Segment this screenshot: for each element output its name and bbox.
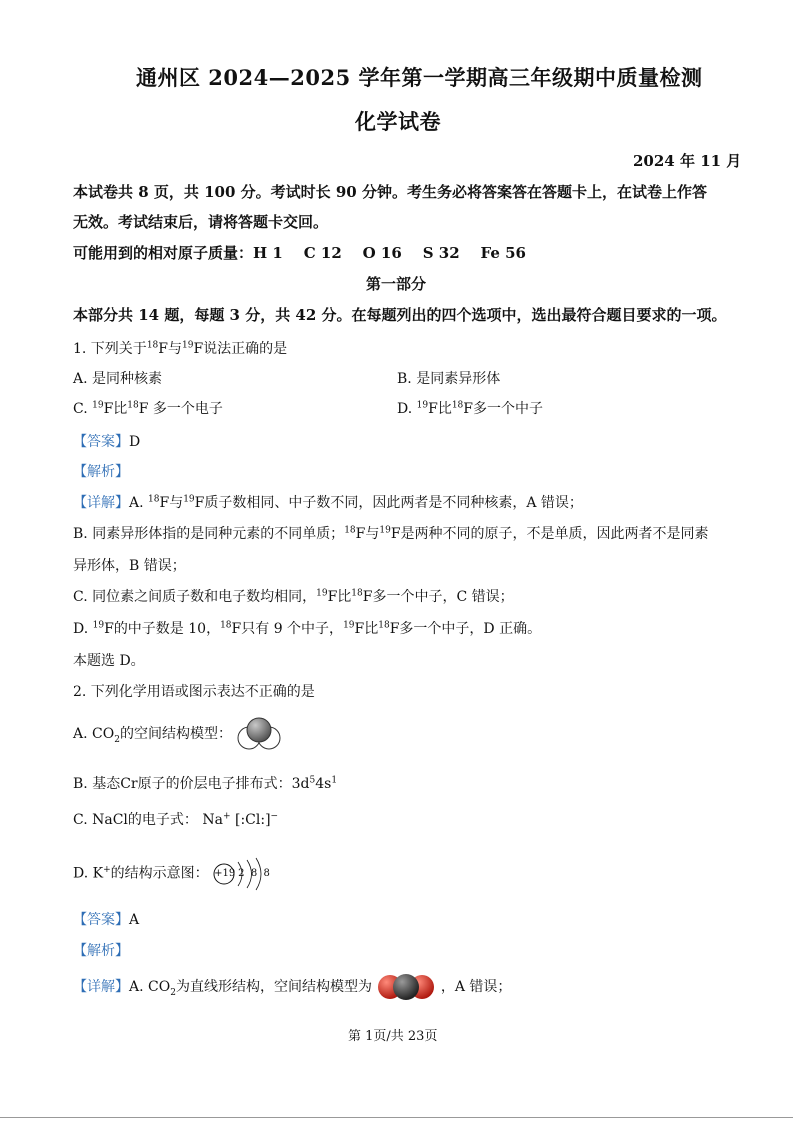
subject-title: 化学试卷 — [355, 109, 441, 134]
atomic-masses: 可能用到的相对原子质量：H 1 C 12 O 16 S 32 Fe 56 — [73, 244, 526, 262]
linear-molecule-model-figure — [376, 972, 436, 1002]
exam-date: 2024 年 11 月 — [633, 152, 742, 170]
q2-analysis-tag: 【解析】 — [73, 943, 129, 959]
exam-title: 通州区 2024—2025 学年第一学期高三年级期中质量检测 — [136, 65, 703, 90]
part1-title: 第一部分 — [366, 275, 427, 293]
page-bottom-divider — [0, 1117, 793, 1118]
q2-option-c: C. NaCl的电子式： Na+ [:Cl:]− — [73, 811, 279, 828]
instructions-line2: 无效。考试结束后，请将答题卡交回。 — [73, 213, 329, 231]
q1-option-a: A. 是同种核素 — [73, 371, 163, 387]
q1-option-c: C. $^{19}$F比$^{18}$F 多一个电子 — [73, 400, 223, 417]
q1-stem: 1. 下列关于$^{18}$F与$^{19}$F说法正确的是 — [73, 340, 288, 357]
page-number: 第 1页/共 23页 — [348, 1029, 438, 1044]
q1-analysis-tag: 【解析】 — [73, 464, 129, 480]
q2-stem: 2. 下列化学用语或图示表达不正确的是 — [73, 684, 315, 700]
instructions-line1: 本试卷共 8 页，共 100 分。考试时长 90 分钟。考生务必将答案答在答题卡上，在试卷上作答 — [73, 183, 707, 201]
q1-detail-d: D. $^{19}$F的中子数是 10，$^{18}$F只有 9 个中子，$^{19}$F比$^{18}$F多一个中子，D 正确。 — [73, 620, 542, 637]
q2-option-d: D. K+的结构示意图： +19 2 8 8 — [73, 852, 273, 888]
q2-detail-a: 【详解】A. $CO_2$为直线形结构，空间结构模型为 ，A 错误； — [73, 970, 511, 1004]
part1-description: 本部分共 14 题，每题 3 分，共 42 分。在每题列出的四个选项中，选出最符合题目要求的一项。 — [73, 306, 727, 324]
q1-option-b: B. 是同素异形体 — [397, 371, 501, 387]
q1-detail-b: B. 同素异形体指的是同种元素的不同单质；$^{18}$F与$^{19}$F是两种不同的原子，不是单质，因此两者不是同素 — [73, 525, 709, 542]
q1-conclusion: 本题选 D。 — [73, 653, 145, 669]
q1-detail-c: C. 同位素之间质子数和电子数均相同，$^{19}$F比$^{18}$F多一个中子，C 错误； — [73, 588, 514, 605]
q2-answer: 【答案】A — [73, 912, 140, 928]
q2-option-a: A. $CO_2$的空间结构模型： — [73, 716, 282, 752]
q2-option-b: B. 基态Cr原子的价层电子排布式：$3d^54s^1$ — [73, 775, 338, 792]
shell-electrons: 2 8 8 — [238, 867, 270, 879]
q1-option-d: D. $^{19}$F比$^{18}$F多一个中子 — [397, 400, 543, 417]
nucleus-charge: +19 — [214, 867, 236, 879]
q1-answer: 【答案】D — [73, 434, 141, 450]
bent-molecule-model-figure — [236, 717, 282, 751]
q1-detail-a: 【详解】A. $^{18}$F与$^{19}$F质子数相同、中子数不同，因此两者是不同种核素，A 错误； — [73, 494, 583, 511]
q1-detail-b-cont: 异形体，B 错误； — [73, 558, 186, 574]
ion-structure-figure — [213, 856, 273, 892]
